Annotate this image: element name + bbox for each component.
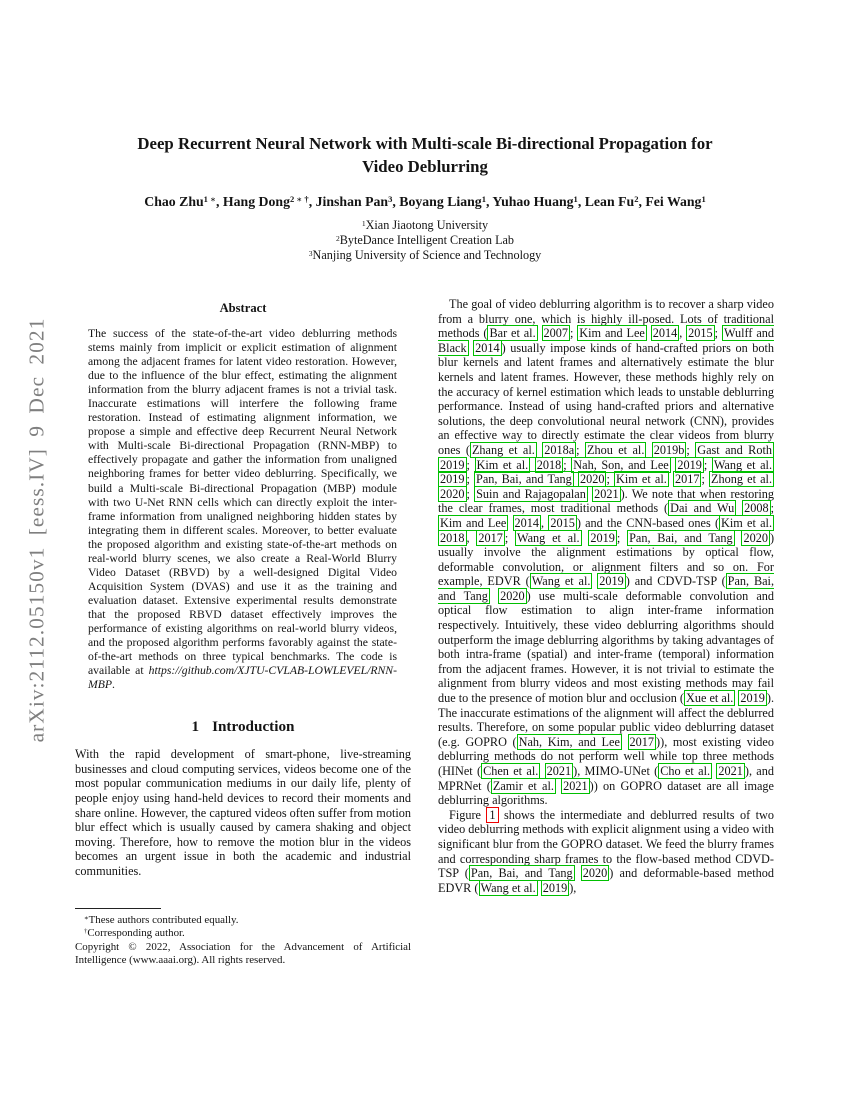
citation-link[interactable]: Wang et al. bbox=[531, 574, 591, 589]
citation-link[interactable]: 2021 bbox=[546, 764, 572, 778]
arxiv-watermark: arXiv:2112.05150v1 [eess.IV] 9 Dec 2021 bbox=[24, 317, 49, 743]
citation-link[interactable]: 2018 bbox=[536, 457, 562, 472]
citation-link[interactable]: 2019 bbox=[440, 457, 465, 472]
citation-link[interactable]: Wang et al. bbox=[517, 530, 580, 545]
superscript-marker: † bbox=[84, 928, 88, 936]
citation-link[interactable]: 2017 bbox=[478, 530, 503, 545]
title-line-1: Deep Recurrent Neural Network with Multi-scale Bi-directional Propagation for bbox=[137, 134, 713, 153]
paper-title bbox=[75, 133, 775, 178]
citation-link[interactable]: Kim et al. bbox=[615, 472, 667, 487]
citation-link[interactable]: Chen et al. bbox=[483, 764, 539, 778]
superscript-marker: 2 bbox=[634, 194, 639, 205]
footnote-equal-contribution: ∗These authors contributed equally. bbox=[84, 914, 239, 926]
body-paragraph-2: Figure 1 shows the intermediate and deblurred results of two video deblurring methods with explicit alignment using a video with significant blur from the GOPRO dataset. We feed the blurry frames and corresponding sharp frames to the flow-based method CDVD-TSP ( Pan, Bai, and Tang 2020 ) and deformable-based method EDVR ( Wang et al. 2019 ), bbox=[438, 807, 775, 895]
citation-link[interactable]: 2008 bbox=[744, 501, 769, 516]
citation-link[interactable]: Zhou et al. bbox=[586, 442, 645, 457]
section-title: Introduction bbox=[212, 718, 295, 736]
citation-link[interactable]: 2019 bbox=[677, 457, 702, 472]
citation-link[interactable]: 2017 bbox=[629, 734, 655, 749]
citation-link[interactable]: 2018 bbox=[440, 530, 465, 545]
citation-link[interactable]: Xue et al. bbox=[686, 691, 734, 706]
citation-link[interactable]: 2021 bbox=[718, 764, 743, 778]
affiliation-2: $^2$ByteDance Intelligent Creation Lab bbox=[335, 233, 515, 247]
citation-link[interactable]: 2021 bbox=[594, 486, 619, 501]
citation-link[interactable]: Dai and Wu bbox=[670, 501, 735, 516]
citation-link[interactable]: 2019b bbox=[653, 442, 685, 457]
title-line-2: Video Deblurring bbox=[362, 156, 488, 176]
citation-link[interactable]: Wang et al. bbox=[480, 880, 536, 895]
citation-link[interactable]: Pan, Bai, and Tang bbox=[629, 530, 733, 545]
citation-link[interactable]: Kim et al. bbox=[721, 515, 773, 530]
superscript-marker: 1 bbox=[701, 194, 706, 205]
citation-link[interactable]: 2015 bbox=[688, 326, 713, 341]
citation-link[interactable]: 2020 bbox=[582, 866, 608, 881]
citation-link[interactable]: 2021 bbox=[563, 778, 588, 793]
citation-link[interactable]: 2020 bbox=[743, 530, 768, 545]
superscript-marker: 2 bbox=[335, 233, 340, 243]
code-url: https://github.com/XJTU-CVLAB-LOWLEVEL/RNN-MBP bbox=[88, 664, 397, 692]
citation-link[interactable]: Pan, Bai, and Tang bbox=[476, 472, 572, 487]
citation-link[interactable]: Suin and Rajagopalan bbox=[476, 486, 586, 501]
superscript-marker: 1 bbox=[481, 194, 486, 205]
body-paragraph-1: The goal of video deblurring algorithm is to recover a sharp video from a blurry one, which is highly ill-posed. Lots of traditional methods ( Bar et al. 2007 ; Kim and Lee 2014 , 2015 ; Wulff and Black 2014 ) usually impose kinds of hand-crafted priors on both blur kernels and latent frames and alternatively estimate the blur kernels and latent frames. However, these methods highly rely on the accuracy of kernel estimation which leads to unstable deblurring performance. Instead of using hand-crafted priors and alternative solutions, the deep convolutional neural network (CNN), provides an effective way to directly estimate the clear videos from blurry ones ( Zhang et al. 2018a ; Zhou et al. 2019b ; Gast and Roth 2019 ; Kim et al. 2018 ; Nah, Son, and Lee 2019 ; Wang et al. 2019 ; Pan, Bai, and Tang 2020 ; Kim et al. 2017 ; Zhong et al. 2020 ; Suin and Rajagopalan 2021 ). We note that when restoring the clear frames, most traditional methods ( Dai and Wu 2008 ; Kim and Lee 2014 , 2015 ) and the CNN-based ones ( Kim et al. 2018 , 2017 ; Wang et al. 2019 ; Pan, Bai, and Tang 2020 ) usually involve the alignment estimations by optical flow, deformable convolution, or alignment filters and so on. For example, EDVR ( Wang et al. 2019 ) and CDVD-TSP ( Pan, Bai, and Tang 2020 ) use multi-scale deformable convolution and optical flow estimation to align inter-frame information respectively. Intuitively, these video deblurring algorithms should outperform the image deblurring algorithms by taking advantages of both intra-frame (spatial) and inter-frame (temporal) information from the adjacent frames. However, it is not trivial to estimate the alignment from blurry videos and most existing methods may fail due to the presence of motion blur and occlusion ( Xue et al. 2019 ). The inaccurate estimations of the alignment will affect the deblurred results. Therefore, on some popular public video deblurring dataset (e.g. GOPRO ( Nah, Kim, and Lee 2017 )), most existing video deblurring methods do not perform well while top three methods (HINet ( Chen et al. 2021 ), MIMO-UNet ( Cho et al. 2021 ), and MPRNet ( Zamir et al. 2021 )) on GOPRO dataset are all image deblurring algorithms. bbox=[438, 297, 775, 808]
superscript-marker: 3 bbox=[308, 248, 313, 258]
citation-link[interactable]: 2019 bbox=[599, 574, 624, 589]
citation-link[interactable]: Zamir et al. bbox=[492, 778, 554, 793]
footnote-copyright: Copyright © 2022, Association for the Advancement of Artificial Intelligence (www.aaai.org). All rights reserved. bbox=[75, 940, 411, 967]
right-column bbox=[438, 297, 774, 895]
citation-link[interactable]: 2019 bbox=[542, 880, 568, 895]
superscript-marker: 1 bbox=[573, 194, 578, 205]
left-column bbox=[75, 301, 411, 879]
citation-link[interactable]: 2019 bbox=[440, 472, 465, 487]
citation-link[interactable]: Bar et al. bbox=[489, 326, 536, 341]
citation-link[interactable]: 2007 bbox=[543, 326, 569, 341]
citation-link[interactable]: Wulff and Black bbox=[438, 326, 775, 355]
abstract-heading: Abstract bbox=[219, 301, 267, 315]
affiliation-3: $^3$Nanjing University of Science and Technology bbox=[308, 248, 542, 262]
citation-link[interactable]: 2014 bbox=[475, 340, 500, 355]
figure-ref-link[interactable]: 1 bbox=[486, 807, 498, 823]
citation-link[interactable]: 2015 bbox=[550, 515, 575, 530]
citation-link[interactable]: Pan, Bai, and Tang bbox=[438, 574, 775, 603]
citation-link[interactable]: Nah, Son, and Lee bbox=[573, 457, 669, 472]
citation-link[interactable]: Wang et al. bbox=[713, 457, 773, 472]
citation-link[interactable]: 2019 bbox=[590, 530, 615, 545]
superscript-marker: ∗ bbox=[84, 914, 89, 922]
citation-link[interactable]: Cho et al. bbox=[660, 764, 711, 778]
citation-link[interactable]: 2018a bbox=[544, 442, 575, 457]
footnote-block bbox=[75, 908, 411, 968]
citation-link[interactable]: 2020 bbox=[579, 472, 605, 487]
citation-link[interactable]: 2017 bbox=[674, 472, 700, 487]
section-heading-introduction bbox=[75, 718, 411, 736]
citation-link[interactable]: 2014 bbox=[514, 515, 540, 530]
section-number: 1 bbox=[191, 718, 200, 736]
citation-link[interactable]: Nah, Kim, and Lee bbox=[518, 734, 620, 749]
author-line: Chao Zhu$^{1 ∗}$, Hang Dong$^{2 ∗ \dagger}$, Jinshan Pan$^3$, Boyang Liang$^1$, Yuhao Huang$^1$, Lean Fu$^2$, Fei Wang$^1$ bbox=[144, 194, 706, 209]
citation-link[interactable]: 2019 bbox=[740, 691, 765, 706]
citation-link[interactable]: Zhang et al. bbox=[471, 442, 535, 457]
affiliation-1: $^1$Xian Jiaotong University bbox=[361, 218, 489, 232]
citation-link[interactable]: Zhong et al. bbox=[711, 472, 773, 487]
citation-link[interactable]: 2014 bbox=[652, 326, 678, 341]
footnote-rule bbox=[75, 908, 161, 909]
superscript-marker: 2 ∗ † bbox=[289, 194, 309, 205]
superscript-marker: 3 bbox=[388, 194, 393, 205]
affiliations bbox=[75, 218, 775, 263]
citation-link[interactable]: Gast and Roth bbox=[697, 442, 773, 457]
superscript-marker: 1 ∗ bbox=[203, 194, 216, 205]
abstract-paragraph: The success of the state-of-the-art video deblurring methods stems mainly from implicit or explicit estimation of alignment among the adjacent frames for latent video restoration. However, due to the influence of the blur effect, estimating the alignment information from the blurry adjacent frames is not a trivial task. Inaccurate estimations will interfere the following frame restoration. Instead of estimating alignment information, we propose a simple and effective deep Recurrent Neural Network with Multi-scale Bi-directional Propagation (RNN-MBP) to effectively propagate and gather the information from unaligned neighboring frames for better video deblurring. Specifically, we build a Multi-scale Bi-directional Propagation (MBP) module with two U-Net RNN cells which can directly exploit the inter-frame information from unaligned neighboring hidden states by integrating them in different scales. Moreover, to better evaluate the proposed algorithm and existing state-of-the-art methods on real-world blurry scenes, we also create a Real-World Blurry Video Dataset (RBVD) by a well-designed Digital Video Acquisition System (DVAS) and use it as the training and evaluation dataset. Extensive experimental results demonstrate that the proposed RBVD dataset effectively improves the performance of existing algorithms on real-world blurry videos, and the proposed algorithm performs favorably against the state-of-the-art methods on three typical benchmarks. The code is available at https://github.com/XJTU-CVLAB-LOWLEVEL/RNN-MBP. bbox=[88, 327, 397, 692]
citation-link[interactable]: Kim and Lee bbox=[579, 326, 645, 341]
citation-link[interactable]: Kim and Lee bbox=[440, 515, 507, 530]
footnote-corresponding-author: †Corresponding author. bbox=[84, 927, 185, 940]
superscript-marker: 1 bbox=[361, 218, 366, 228]
intro-paragraph: With the rapid development of smart-phone, live-streaming businesses and cloud computing services, videos become one of the most popular communication mediums in our daily life, plenty of people enjoy using hand-held devices to record their moments and share online. However, the captured videos often suffer from motion blur effect which is usually caused by camera shaking and object moving. Therefore, how to remove the motion blur in the videos becomes an urgent issue in both the academic and industrial communities. bbox=[75, 747, 411, 878]
citation-link[interactable]: 2020 bbox=[440, 486, 465, 501]
citation-link[interactable]: Pan, Bai, and Tang bbox=[470, 866, 573, 881]
citation-link[interactable]: 2020 bbox=[500, 588, 525, 603]
citation-link[interactable]: Kim et al. bbox=[476, 457, 529, 472]
